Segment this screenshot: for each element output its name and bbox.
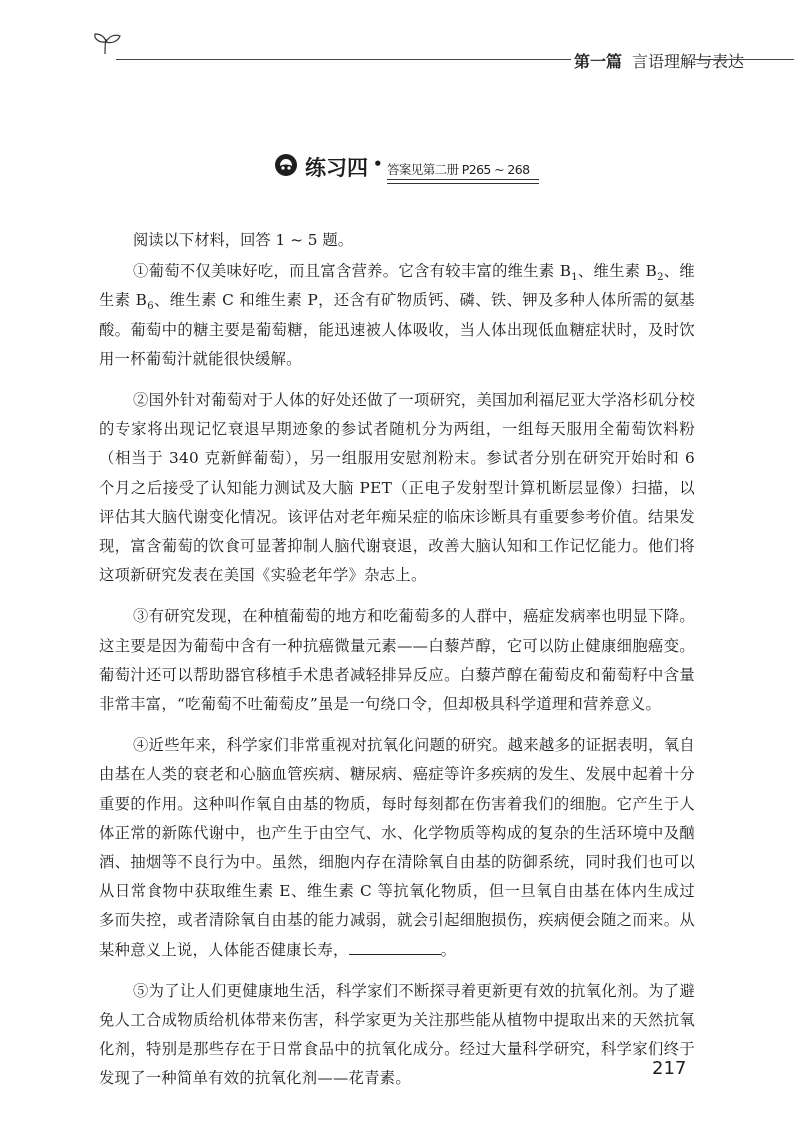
p1-sub-3: 6 [147,301,154,313]
header-section: 言语理解与表达 [632,52,745,71]
paragraph-5: ⑤为了让人们更健康地生活，科学家们不断探寻着更新更有效的抗氧化剂。为了避免人工合成物质给机体带来伤害，科学家更为关注那些能从植物中提取出来的天然抗氧化剂，特别是那些存在于日常食品中的抗氧化成分。经过大量科学研究，科学家们终于发现了一种简单有效的抗氧化剂——花青素。 [99,981,695,1088]
title-separator-dot: • [373,155,383,173]
paragraph-2: ②国外针对葡萄对于人体的好处还做了一项研究，美国加利福尼亚大学洛杉矶分校的专家将出现记忆衰退早期迹象的参试者随机分为两组，一组每天服用全葡萄饮料粉（相当于 340 克新鲜葡萄），另一组服用安慰剂粉末。参试者分别在研究开始时和 6 个月之后接受了认知能力测试及大脑 PET（正电子发射型计算机断层显像）扫描，以评估其大脑代谢变化情况。该评估对老年痴呆症的临床诊断具有重要参考价值。结果发现，富含葡萄的饮食可显著抑制人脑代谢衰退，改善大脑认知和工作记忆能力。他们将这项新研究发表在美国《实验老年学》杂志上。 [99,391,695,585]
page-header [92,30,745,75]
paragraph-4 [99,731,695,965]
header-text [574,49,744,72]
exercise-title-row [274,152,534,186]
instructions: 阅读以下材料，回答 1 ~ 5 题。 [133,231,353,249]
fill-in-blank[interactable] [349,940,441,955]
p1-text-1: ①葡萄不仅美味好吃，而且富含营养。它含有较丰富的维生素 B [133,262,572,281]
exercise-title: 练习四 [305,156,368,180]
paragraph-3: ③有研究发现，在种植葡萄的地方和吃葡萄多的人群中，癌症发病率也明显下降。这主要是因为葡萄中含有一种抗癌微量元素——白藜芦醇，它可以防止健康细胞癌变。葡萄汁还可以帮助器官移植手术患者减轻排异反应。白藜芦醇在葡萄皮和葡萄籽中含量非常丰富，“吃葡萄不吐葡萄皮”虽是一句绕口令，但却极具科学道理和营养意义。 [99,607,695,714]
answer-reference-underline [387,179,539,184]
p1-text-2: 、维生素 B [577,262,658,281]
p1-text-4: 、维生素 C 和维生素 P，还含有矿物质钙、磷、铁、钾及多种人体所需的氨基酸。葡萄中的糖主要是葡萄糖，能迅速被人体吸收，当人体出现低血糖症状时，及时饮用一杯葡萄汁就能很快缓解。 [99,291,696,368]
p1-sub-1: 1 [571,272,578,284]
answer-reference: 答案见第二册 P265 ~ 268 [387,162,530,177]
header-chapter: 第一篇 [574,52,623,71]
page-number: 217 [652,1058,687,1079]
p1-sub-2: 2 [657,272,664,284]
reading-passage [99,226,695,1106]
sprout-icon [92,33,126,55]
p4-text: ④近些年来，科学家们非常重视对抗氧化问题的研究。越来越多的证据表明，氧自由基在人类的衰老和心脑血管疾病、糖尿病、癌症等许多疾病的发生、发展中起着十分重要的作用。这种叫作氧自由基的物质，每时每刻都在伤害着我们的细胞。它产生于人体正常的新陈代谢中，也产生于由空气、水、化学物质等构成的复杂的生活环境中及酗酒、抽烟等不良行为中。虽然，细胞内存在清除氧自由基的防御系统，同时我们也可以从日常食物中获取维生素 E、维生素 C 等抗氧化物质，但一旦氧自由基在体内生成过多而失控，或者清除氧自由基的能力减弱，就会引起细胞损伤，疾病便会随之而来。从某种意义上说，人体能否健康长寿， [99,736,695,959]
exercise-badge-icon [274,153,298,177]
p1-text-3: 、维生素 B [99,262,695,310]
p4-end: 。 [440,940,457,959]
header-rule-left [116,59,571,60]
paragraph-1 [99,257,695,374]
header-rule-right [694,59,794,60]
